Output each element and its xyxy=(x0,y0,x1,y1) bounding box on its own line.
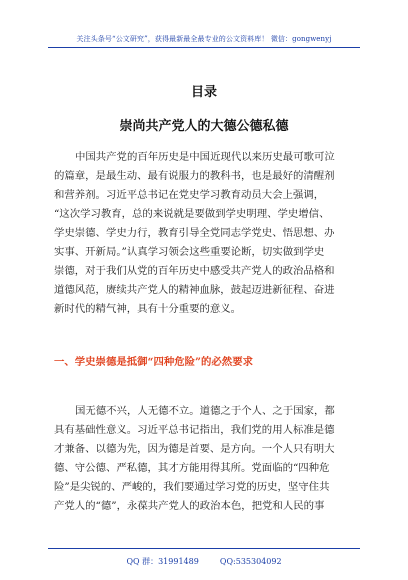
footer-divider xyxy=(48,548,360,549)
paragraph-line: 的篇章，是最生动、最有说服力的教科书，也是最好的清醒剂 xyxy=(54,170,335,182)
paragraph-line: 学史崇德、学史力行，教育引导全党同志学党史、悟思想、办 xyxy=(54,227,335,239)
paragraph-line: 实事、开新局。”认真学习领会这些重要论断，切实做到学史 xyxy=(54,246,325,258)
paragraph-line: 新时代的精气神，具有十分重要的意义。 xyxy=(54,303,242,315)
paragraph-line: 国无德不兴，人无德不立。道德之于个人、之于国家，都 xyxy=(75,405,335,417)
footer-qq: QQ:535304092 xyxy=(219,557,282,566)
paragraph-line: 崇德，对于我们从党的百年历史中感受共产党人的政治品格和 xyxy=(54,265,335,277)
paragraph-line: “这次学习教育，总的来说就是要做到学史明理、学史增信、 xyxy=(54,208,330,220)
intro-paragraph xyxy=(54,148,360,319)
section-heading-1: 一、学史崇德是抵御“四种危险”的必然要求 xyxy=(54,356,253,368)
paragraph-line: 险”是尖锐的、严峻的，我们要通过学习党的历史，坚守住共 xyxy=(54,481,330,493)
paragraph-line: 中国共产党的百年历史是中国近现代以来历史最可歌可泣 xyxy=(75,151,335,163)
toc-title: 目录 xyxy=(190,85,217,100)
paragraph-line: 才兼备、以德为先，因为德是首要、是方向。一个人只有明大 xyxy=(54,443,335,455)
footer-qq-group: QQ 群：31991489 xyxy=(126,557,199,566)
paragraph-line: 道德风范，赓续共产党人的精神血脉，鼓起迈进新征程、奋进 xyxy=(54,284,335,296)
paragraph-line: 德、守公德、严私德，其才方能用得其所。党面临的“四种危 xyxy=(54,462,330,474)
document-title: 崇尚共产党人的大德公德私德 xyxy=(119,119,289,134)
paragraph-line: 具有基础性意义。习近平总书记指出，我们党的用人标准是德 xyxy=(54,424,335,436)
header-promo-note: 关注头条号“公文研究”，获得最新最全最专业的公文资料库！ 微信：gongwenyj xyxy=(76,35,332,43)
paragraph-line: 产党人的“德”，永葆共产党人的政治本色，把党和人民的事 xyxy=(54,500,325,512)
header-divider xyxy=(48,47,360,48)
footer-contact xyxy=(0,556,408,567)
section-paragraph xyxy=(54,402,360,516)
paragraph-line: 和营养剂。习近平总书记在党史学习教育动员大会上强调， xyxy=(54,189,325,201)
